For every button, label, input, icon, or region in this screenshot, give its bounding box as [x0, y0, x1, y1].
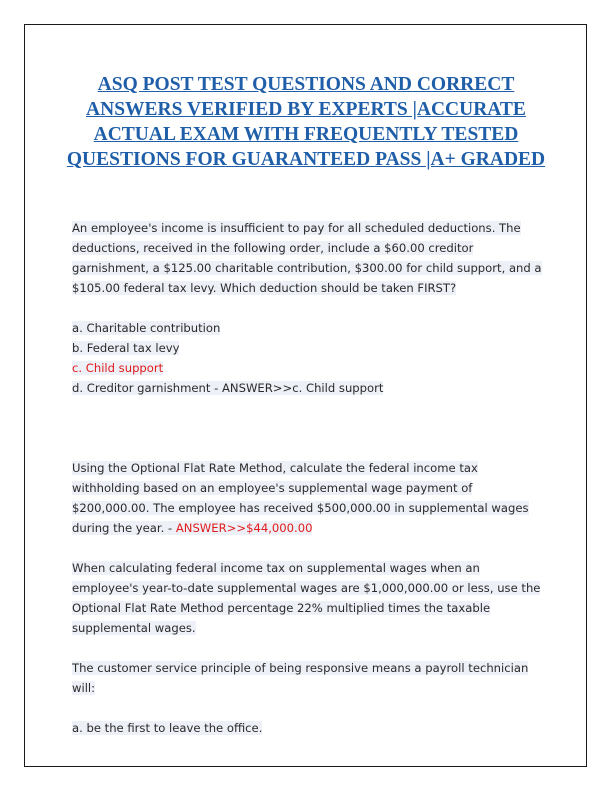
document-title: ASQ POST TEST QUESTIONS AND CORRECT ANSWERS VERIFIED BY EXPERTS |ACCURATE ACTUAL EXAM WITH FREQUENTLY TESTED QUESTIONS FOR GUARANTEED PASS |A+ GRADED [66, 74, 546, 170]
question-2 [72, 458, 542, 538]
question-2-text: Using the Optional Flat Rate Method, calculate the federal income tax withholding based on an employee's supplemental wage payment of $200,000.00. The employee has received $500,000.00 in supplemental wages during the year. - [72, 461, 529, 535]
question-1 [72, 218, 542, 298]
question-1-option-a: a. Charitable contribution [72, 321, 221, 335]
question-1-text: An employee's income is insufficient to pay for all scheduled deductions. The deductions, received in the following order, include a $60.00 creditor garnishment, a $125.00 charitable contribution, $300.00 for child support, and a $105.00 federal tax levy. Which deduction should be taken FIRST? [72, 221, 542, 295]
question-4-option-a: a. be the first to leave the office. [72, 721, 263, 735]
question-3-text: When calculating federal income tax on supplemental wages when an employee's year-to-date supplemental wages are $1,000,000.00 or less, use the Optional Flat Rate Method percentage 22% multiplied times the taxable supplemental wages. [72, 561, 541, 635]
correct-option-highlight: c. Child support [72, 361, 164, 375]
question-4 [72, 658, 542, 698]
question-3 [72, 558, 542, 638]
question-1-option-d: d. Creditor garnishment - ANSWER>>c. Child support [72, 381, 384, 395]
question-4-text: The customer service principle of being responsive means a payroll technician will: [72, 661, 529, 695]
question-1-option-b: b. Federal tax levy [72, 341, 180, 355]
document-body [72, 218, 542, 738]
question-1-option-c [72, 358, 542, 378]
question-2-answer: ANSWER>>$44,000.00 [175, 521, 313, 535]
